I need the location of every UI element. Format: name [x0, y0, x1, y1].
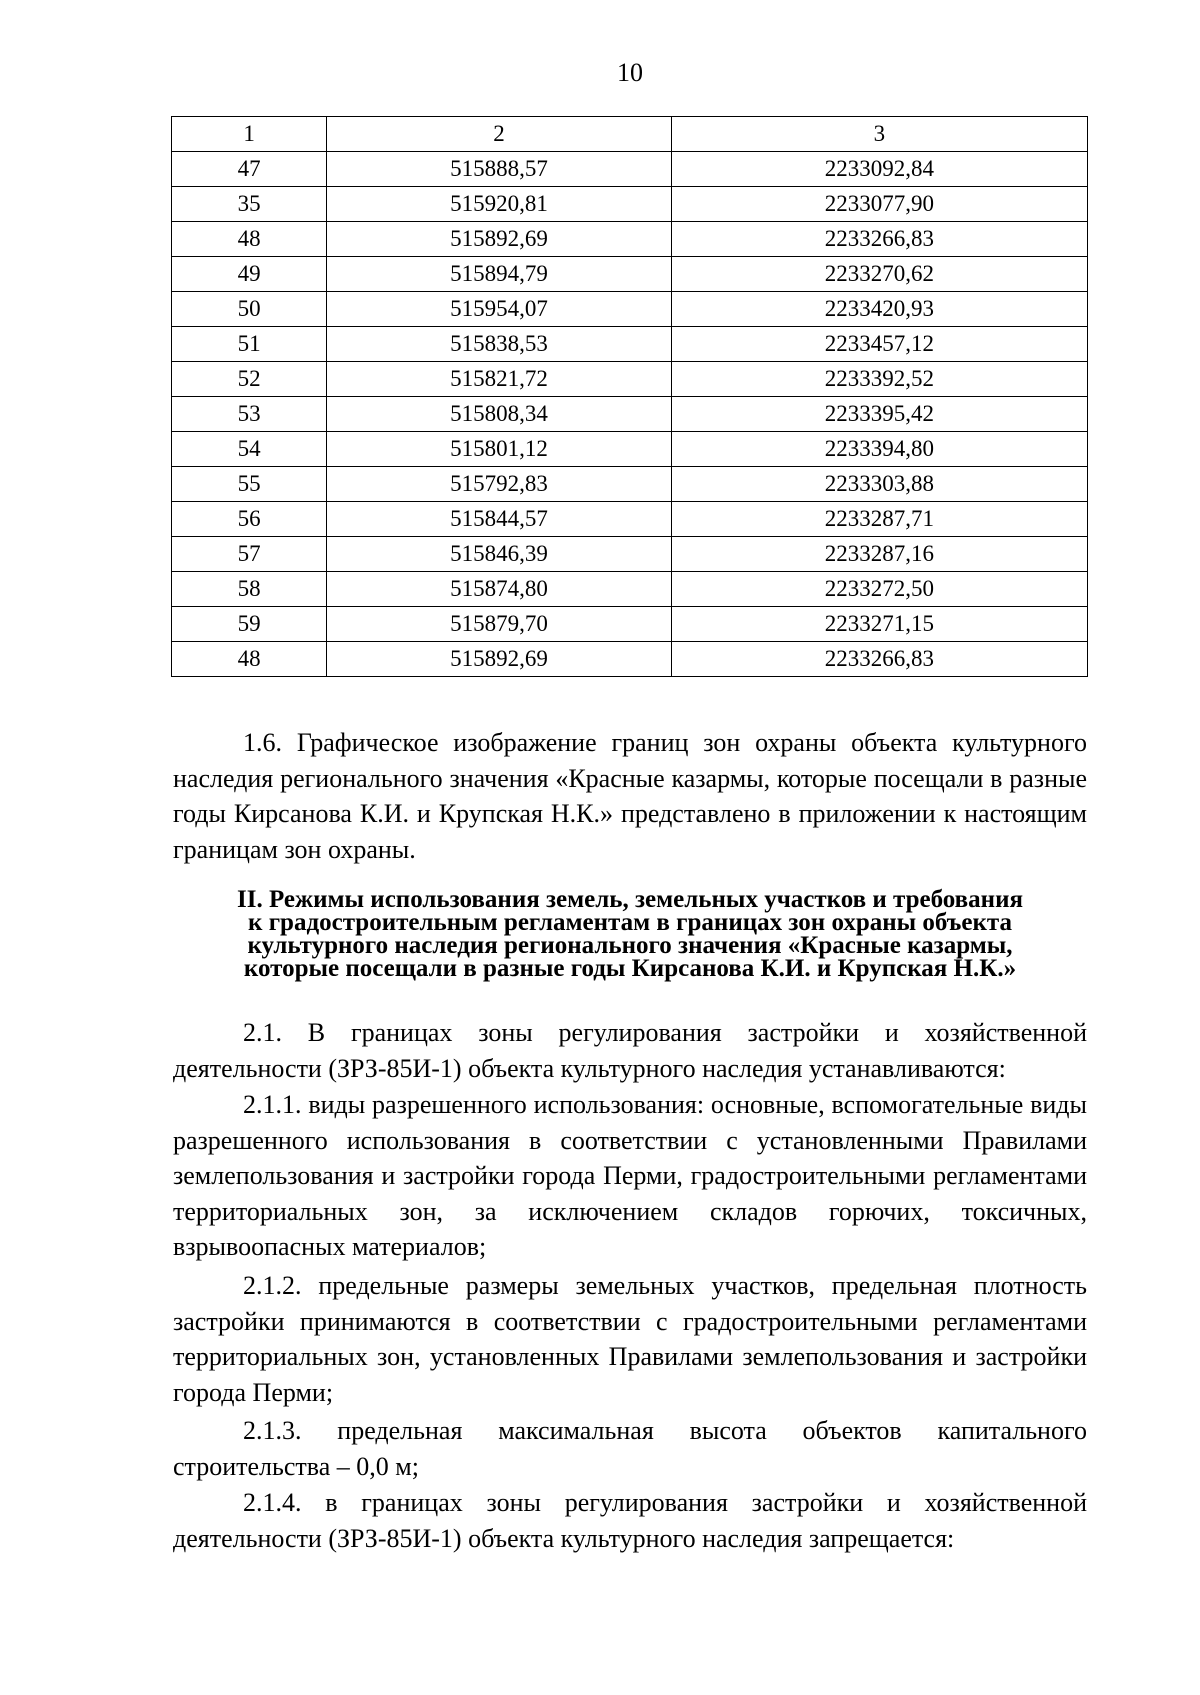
y-coordinate-cell: 2233266,83	[671, 222, 1087, 257]
x-coordinate-cell: 515892,69	[327, 222, 672, 257]
point-number-cell: 55	[172, 467, 327, 502]
x-coordinate-cell: 515846,39	[327, 537, 672, 572]
table-row	[172, 537, 1088, 572]
y-coordinate-cell: 2233395,42	[671, 397, 1087, 432]
x-coordinate-cell: 515874,80	[327, 572, 672, 607]
x-coordinate-cell: 515808,34	[327, 397, 672, 432]
x-coordinate-cell: 515892,69	[327, 642, 672, 677]
heading-line: II. Режимы использования земель, земельных участков и требования	[236, 886, 1023, 913]
y-coordinate-cell: 2233270,62	[671, 257, 1087, 292]
point-number-cell: 53	[172, 397, 327, 432]
heading-line: к градостроительным регламентам в границах зон охраны объекта	[248, 909, 1012, 936]
x-coordinate-cell: 515844,57	[327, 502, 672, 537]
point-number-cell: 50	[172, 292, 327, 327]
point-number-cell: 54	[172, 432, 327, 467]
x-coordinate-cell: 515888,57	[327, 152, 672, 187]
point-number-cell: 48	[172, 642, 327, 677]
y-coordinate-cell: 2233266,83	[671, 642, 1087, 677]
table-row	[172, 432, 1088, 467]
y-coordinate-cell: 2233287,16	[671, 537, 1087, 572]
table-row	[172, 362, 1088, 397]
point-number-cell: 59	[172, 607, 327, 642]
table-header-row	[172, 117, 1088, 152]
x-coordinate-cell: 515920,81	[327, 187, 672, 222]
paragraph-2-1-4: 2.1.4. в границах зоны регулирования застройки и хозяйственной деятельности (ЗРЗ-85И-1) объекта культурного наследия запрещается:	[173, 1488, 1087, 1553]
y-coordinate-cell: 2233303,88	[671, 467, 1087, 502]
table-row	[172, 572, 1088, 607]
point-number-cell: 57	[172, 537, 327, 572]
paragraph-2-1-2: 2.1.2. предельные размеры земельных участков, предельная плотность застройки принимаются в соответствии с градостроительными регламентами территориальных зон, установленных Правилами землепользования и застройки города Перми;	[173, 1271, 1087, 1407]
y-coordinate-cell: 2233077,90	[671, 187, 1087, 222]
x-coordinate-cell: 515879,70	[327, 607, 672, 642]
point-number-cell: 47	[172, 152, 327, 187]
table-row	[172, 467, 1088, 502]
x-coordinate-cell: 515954,07	[327, 292, 672, 327]
table-row	[172, 642, 1088, 677]
x-coordinate-cell: 515838,53	[327, 327, 672, 362]
section-heading-ii	[150, 888, 1110, 980]
point-number-cell: 52	[172, 362, 327, 397]
point-number-cell: 56	[172, 502, 327, 537]
table-row	[172, 292, 1088, 327]
table-row	[172, 502, 1088, 537]
heading-line: культурного наследия регионального значения «Красные казармы,	[247, 932, 1013, 959]
point-number-cell: 58	[172, 572, 327, 607]
table-header-cell: 1	[172, 117, 327, 152]
point-number-cell: 49	[172, 257, 327, 292]
y-coordinate-cell: 2233271,15	[671, 607, 1087, 642]
page-number: 10	[617, 58, 643, 87]
table-row	[172, 607, 1088, 642]
table-row	[172, 152, 1088, 187]
point-number-cell: 35	[172, 187, 327, 222]
y-coordinate-cell: 2233394,80	[671, 432, 1087, 467]
table-header-cell: 2	[327, 117, 672, 152]
x-coordinate-cell: 515792,83	[327, 467, 672, 502]
table-row	[172, 397, 1088, 432]
paragraph-2-1-3: 2.1.3. предельная максимальная высота объектов капитального строительства – 0,0 м;	[173, 1416, 1087, 1481]
heading-line: которые посещали в разные годы Кирсанова К.И. и Крупская Н.К.»	[243, 955, 1017, 982]
y-coordinate-cell: 2233092,84	[671, 152, 1087, 187]
point-number-cell: 48	[172, 222, 327, 257]
coordinates-table	[171, 116, 1088, 677]
table-header-cell: 3	[671, 117, 1087, 152]
table-row	[172, 257, 1088, 292]
x-coordinate-cell: 515821,72	[327, 362, 672, 397]
y-coordinate-cell: 2233272,50	[671, 572, 1087, 607]
paragraph-2-1-1: 2.1.1. виды разрешенного использования: основные, вспомогательные виды разрешенного использования в соответствии с установленными Правилами землепользования и застройки города Перми, градостроительными регламентами территориальных зон, за исключением складов горючих, токсичных, взрывоопасных материалов;	[173, 1090, 1087, 1261]
table-row	[172, 222, 1088, 257]
paragraph-2-1: 2.1. В границах зоны регулирования застройки и хозяйственной деятельности (ЗРЗ-85И-1) объекта культурного наследия устанавливаются:	[173, 1018, 1087, 1083]
y-coordinate-cell: 2233287,71	[671, 502, 1087, 537]
table-row	[172, 327, 1088, 362]
x-coordinate-cell: 515894,79	[327, 257, 672, 292]
y-coordinate-cell: 2233420,93	[671, 292, 1087, 327]
y-coordinate-cell: 2233392,52	[671, 362, 1087, 397]
paragraph-1-6: 1.6. Графическое изображение границ зон охраны объекта культурного наследия регионального значения «Красные казармы, которые посещали в разные годы Кирсанова К.И. и Крупская Н.К.» представлено в приложении к настоящим границам зон охраны.	[173, 728, 1087, 864]
table-row	[172, 187, 1088, 222]
y-coordinate-cell: 2233457,12	[671, 327, 1087, 362]
point-number-cell: 51	[172, 327, 327, 362]
x-coordinate-cell: 515801,12	[327, 432, 672, 467]
